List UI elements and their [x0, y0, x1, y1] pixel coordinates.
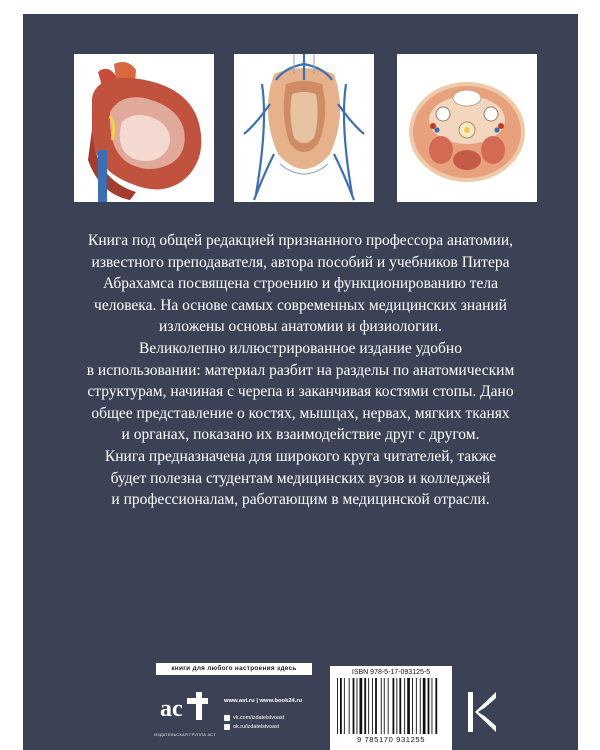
description-line: будет полезна студентам медицинских вузов и колледжей	[110, 469, 491, 487]
social-link-text: ok.ru/izdatelstvoast	[233, 723, 280, 730]
barcode-bar	[368, 678, 369, 734]
barcode-bar	[407, 678, 410, 734]
barcode-bar	[396, 678, 397, 734]
pelvic-vessels-illustration	[234, 54, 374, 202]
barcode-bar	[428, 678, 430, 734]
back-cover	[23, 14, 578, 750]
barcode-bar	[388, 678, 389, 734]
description-line: Великолепно иллюстрированное издание удобно	[139, 339, 462, 357]
barcode-bar	[404, 678, 405, 734]
barcode-bar	[435, 678, 437, 734]
isbn-label: ISBN 978-5-17-093125-5	[351, 669, 431, 676]
imprint-logo	[466, 690, 500, 734]
publisher-websites: www.ast.ru | www.book24.ru	[224, 698, 303, 704]
barcode-bars	[335, 678, 447, 734]
pelvis-icon	[234, 54, 374, 202]
barcode-bar	[412, 678, 413, 734]
social-link-vk	[224, 714, 284, 723]
heart-icon	[74, 54, 214, 202]
barcode-bar	[372, 678, 373, 734]
barcode-bar	[353, 678, 355, 734]
barcode-bar	[344, 678, 345, 734]
description-line: Абрахамса посвящена строению и функционированию тела	[103, 275, 498, 293]
description-line: и органах, показано их взаимодействие друг с другом.	[121, 426, 480, 444]
barcode-bar	[399, 678, 401, 734]
barcode-bar	[364, 678, 366, 734]
k-imprint-logo-icon	[466, 690, 500, 734]
social-links	[224, 714, 284, 731]
social-link-ok	[224, 723, 284, 732]
neck-cross-section-illustration	[397, 54, 537, 202]
ast-logo-icon	[158, 682, 208, 736]
barcode-bar	[340, 678, 342, 734]
description-line: и профессионалам, работающим в медицинской отрасли.	[111, 491, 490, 509]
barcode-bar	[432, 678, 433, 734]
barcode-bar	[381, 678, 382, 734]
barcode-bar	[420, 678, 421, 734]
heart-anatomy-illustration	[74, 54, 214, 202]
vk-icon	[224, 715, 230, 721]
barcode-bar	[393, 678, 395, 734]
barcode-bar	[384, 678, 385, 734]
description-line: Книга под общей редакцией признанного профессора анатомии,	[87, 232, 514, 249]
ok-icon	[224, 724, 230, 730]
barcode-bar	[360, 678, 363, 734]
svg-text:ac: ac	[160, 696, 183, 722]
description-line: известного преподавателя, автора пособий и учебников Питера	[91, 253, 510, 271]
barcode-bar	[375, 678, 377, 734]
description-line: Книга предназначена для широкого круга читателей, также	[104, 447, 497, 465]
description-line: структурам, начиная с черепа и заканчивая костями стопы. Дано	[87, 383, 514, 401]
barcode-digits: 9 785170 931255	[356, 735, 426, 744]
barcode	[330, 666, 452, 750]
cross-section-icon	[397, 54, 537, 202]
barcode-bar	[423, 678, 426, 734]
book-description	[41, 230, 560, 511]
description-line: в использовании: материал разбит на разделы по анатомическим	[86, 361, 515, 379]
publisher-caption: ИЗДАТЕЛЬСКАЯ ГРУППА АСТ	[154, 732, 216, 737]
publisher-tagline: книги для любого настроения здесь	[156, 663, 312, 675]
publisher-logo	[158, 682, 208, 736]
description-line: изложены основы анатомии и физиологии.	[159, 318, 442, 336]
barcode-bar	[416, 678, 417, 734]
barcode-bar	[357, 678, 358, 734]
description-line: общее представление о костях, мышцах, нервах, мягких тканях	[91, 404, 510, 422]
barcode-bar	[337, 678, 338, 734]
barcode-bar	[349, 678, 350, 734]
description-line: человека. На основе самых современных медицинских знаний	[94, 296, 507, 314]
social-link-text: vk.com/izdatelstvoast	[233, 715, 285, 721]
